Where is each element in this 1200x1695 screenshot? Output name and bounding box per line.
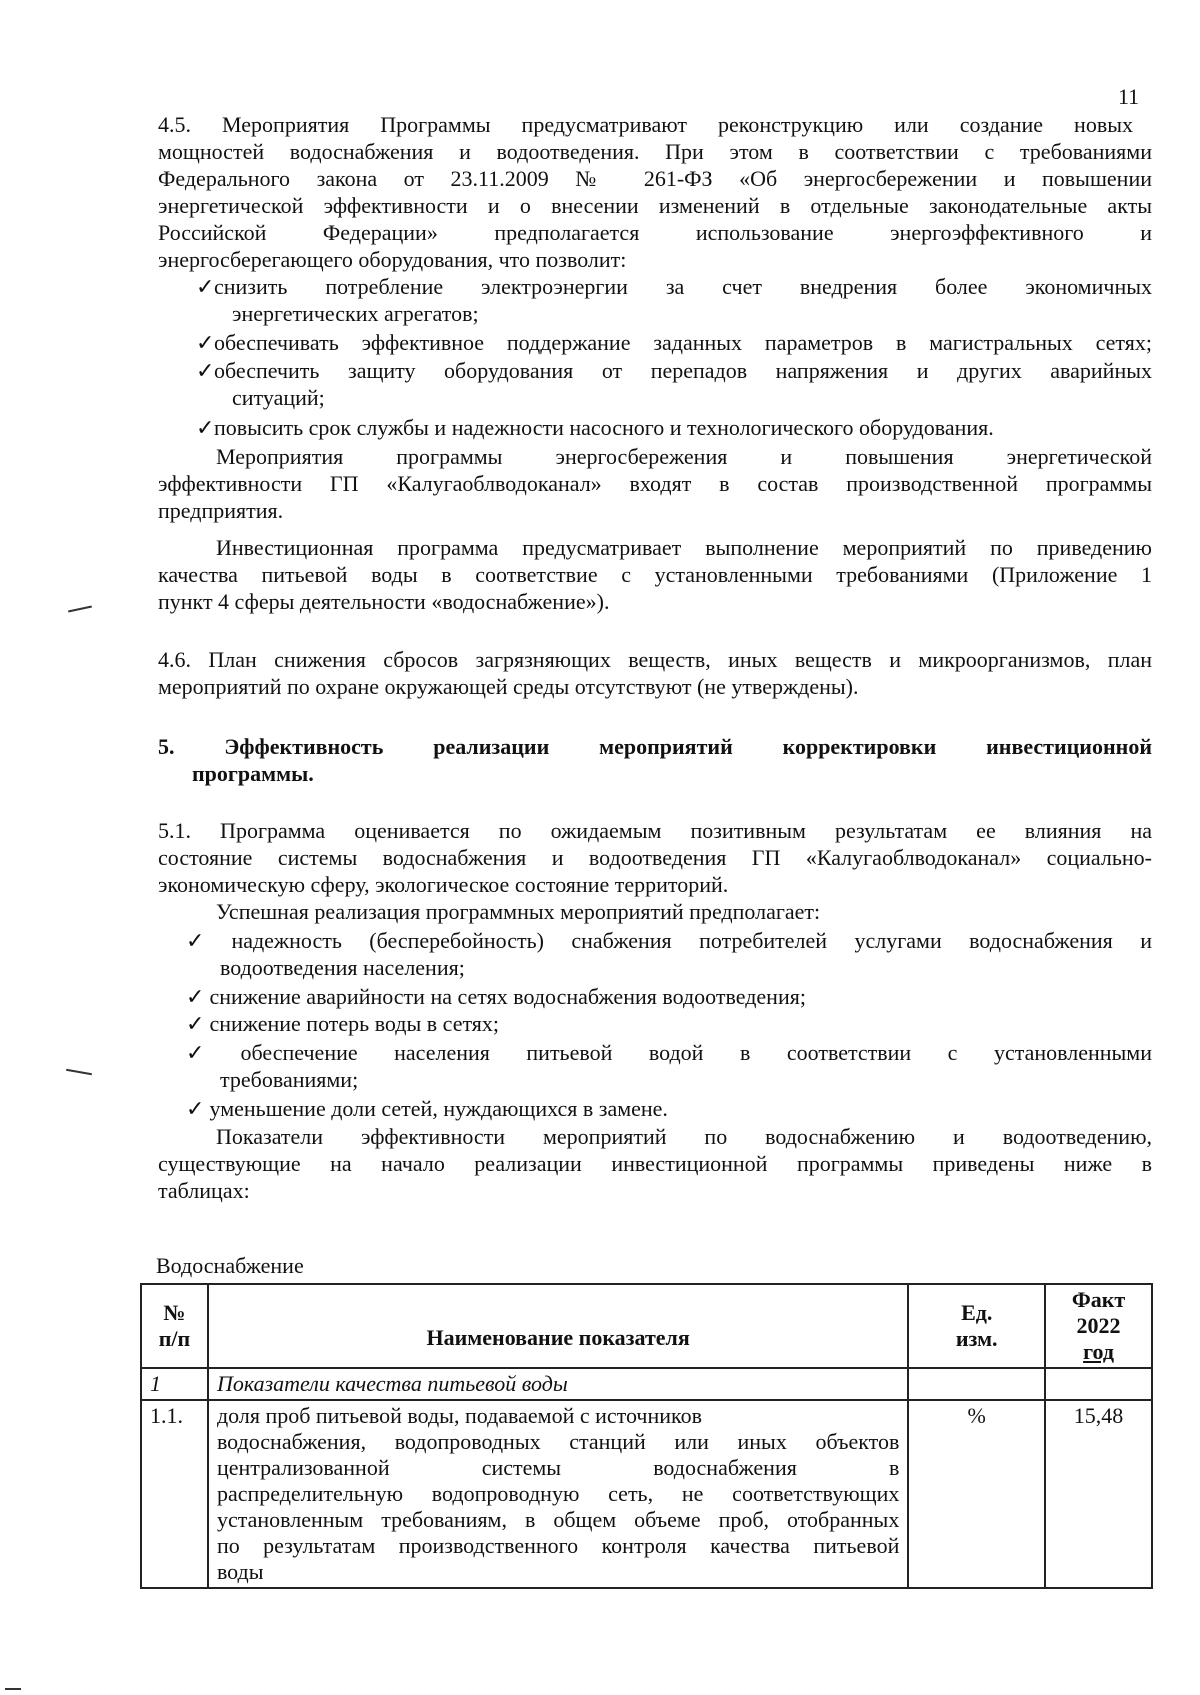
p45-bullet-1-cont: энергетических агрегатов;: [232, 301, 479, 326]
p51-bullet-3: ✓ снижение потерь воды в сетях;: [186, 1011, 500, 1036]
table-row: [141, 1400, 1152, 1588]
checkmark-icon: ✓: [186, 1040, 205, 1065]
checkmark-icon: ✓: [196, 330, 215, 355]
header-fact: Факт 2022 год: [1045, 1284, 1152, 1368]
p45-line-1: 4.5. Мероприятия Программы предусматривают реконструкцию или создание новых: [158, 112, 1133, 137]
section-5-heading-line-2: программы.: [192, 761, 314, 786]
checkmark-icon: ✓: [196, 274, 215, 299]
table-row: [141, 1368, 1152, 1400]
p51-line-1: 5.1. Программа оценивается по ожидаемым позитивным результатам ее влияния на: [158, 818, 1152, 843]
p45-line-2: мощностей водоснабжения и водоотведения. При этом в соответствии с требованиями: [158, 139, 1152, 164]
p51-bullet-4-cont: требованиями;: [220, 1067, 359, 1092]
p45b-line-3: предприятия.: [158, 498, 284, 523]
p45-line-6: энергосберегающего оборудования, что позволит:: [158, 247, 627, 272]
p45-bullet-1: ✓снизить потребление электроэнергии за счет внедрения более экономичных: [196, 274, 1152, 299]
header-number: № п/п: [141, 1284, 208, 1368]
row-2-number: 1.1.: [141, 1400, 208, 1588]
water-supply-indicators-table: [140, 1283, 1153, 1589]
scan-mark: [68, 606, 92, 613]
p45c-line-2: качества питьевой воды в соответствие с установленными требованиями (Приложение 1: [158, 562, 1152, 587]
scan-mark: [5, 1688, 21, 1690]
p52-line-3: таблицах:: [158, 1178, 250, 1203]
table-header-row: [141, 1284, 1152, 1368]
p51-bullet-1-cont: водоотведения населения;: [220, 955, 465, 980]
p45-bullet-2: ✓обеспечивать эффективное поддержание заданных параметров в магистральных сетях;: [196, 330, 1152, 355]
p46-line-1: 4.6. План снижения сбросов загрязняющих веществ, иных веществ и микроорганизмов, план: [158, 647, 1152, 672]
p51-bullet-1: ✓ надежность (бесперебойность) снабжения потребителей услугами водоснабжения и: [186, 928, 1153, 953]
p45-line-4: энергетической эффективности и о внесении изменений в отдельные законодательные акты: [158, 193, 1152, 218]
row-1-name: Показатели качества питьевой воды: [208, 1368, 908, 1400]
checkmark-icon: ✓: [186, 1011, 205, 1036]
p51-bullet-5: ✓ уменьшение доли сетей, нуждающихся в замене.: [186, 1096, 668, 1121]
p45-bullet-3: ✓обеспечить защиту оборудования от перепадов напряжения и других аварийных: [196, 358, 1152, 383]
p52-line-1: Показатели эффективности мероприятий по водоснабжению и водоотведению,: [216, 1124, 1152, 1149]
p46-line-2: мероприятий по охране окружающей среды отсутствуют (не утверждены).: [158, 674, 859, 699]
p45b-line-1: Мероприятия программы энергосбережения и повышения энергетической: [216, 444, 1152, 469]
header-indicator-name: Наименование показателя: [208, 1284, 908, 1368]
p51-line-2: состояние системы водоснабжения и водоотведения ГП «Калугаоблводоканал» социально-: [158, 845, 1152, 870]
checkmark-icon: ✓: [186, 928, 205, 953]
row-2-fact: 15,48: [1045, 1400, 1152, 1588]
p52-line-2: существующие на начало реализации инвестиционной программы приведены ниже в: [158, 1151, 1152, 1176]
p51-bullet-4: ✓ обеспечение населения питьевой водой в соответствии с установленными: [186, 1040, 1152, 1065]
checkmark-icon: ✓: [196, 415, 215, 440]
row-1-unit: [908, 1368, 1045, 1400]
row-1-number: 1: [141, 1368, 208, 1400]
table-caption: Водоснабжение: [156, 1253, 304, 1278]
row-2-name: доля проб питьевой воды, подаваемой с источников водоснабжения, водопроводных станций или иных объектов централизованной системы водоснабжения в распределительную водопроводную сеть, не соответствующих установленным требованиям, в общем объеме проб, отобранных по результатам производственного контроля качества питьевой воды: [208, 1400, 908, 1588]
row-2-unit: %: [908, 1400, 1045, 1588]
p51-line-3: экономическую сферу, экологическое состояние территорий.: [158, 872, 729, 897]
page-number: 11: [1118, 84, 1140, 109]
p45c-line-3: пункт 4 сферы деятельности «водоснабжение»).: [158, 589, 610, 614]
row-1-fact: [1045, 1368, 1152, 1400]
section-5-heading-line-1: 5. Эффективность реализации мероприятий корректировки инвестиционной: [158, 734, 1152, 759]
checkmark-icon: ✓: [186, 1096, 205, 1121]
p45b-line-2: эффективности ГП «Калугаоблводоканал» входят в состав производственной программы: [158, 471, 1152, 496]
p45-bullet-4: ✓повысить срок службы и надежности насосного и технологического оборудования.: [196, 415, 994, 440]
p51-bullet-2: ✓ снижение аварийности на сетях водоснабжения водоотведения;: [186, 984, 806, 1009]
p45c-line-1: Инвестиционная программа предусматривает выполнение мероприятий по приведению: [216, 535, 1152, 560]
checkmark-icon: ✓: [186, 984, 205, 1009]
p51-line-4: Успешная реализация программных мероприятий предполагает:: [216, 899, 821, 924]
p45-line-5: Российской Федерации» предполагается использование энергоэффективного и: [158, 220, 1152, 245]
scan-mark: [66, 1069, 92, 1075]
p45-line-3: Федерального закона от 23.11.2009 № 261-ФЗ «Об энергосбережении и повышении: [158, 166, 1152, 191]
p45-bullet-3-cont: ситуаций;: [232, 385, 325, 410]
checkmark-icon: ✓: [196, 358, 215, 383]
header-unit: Ед. изм.: [908, 1284, 1045, 1368]
